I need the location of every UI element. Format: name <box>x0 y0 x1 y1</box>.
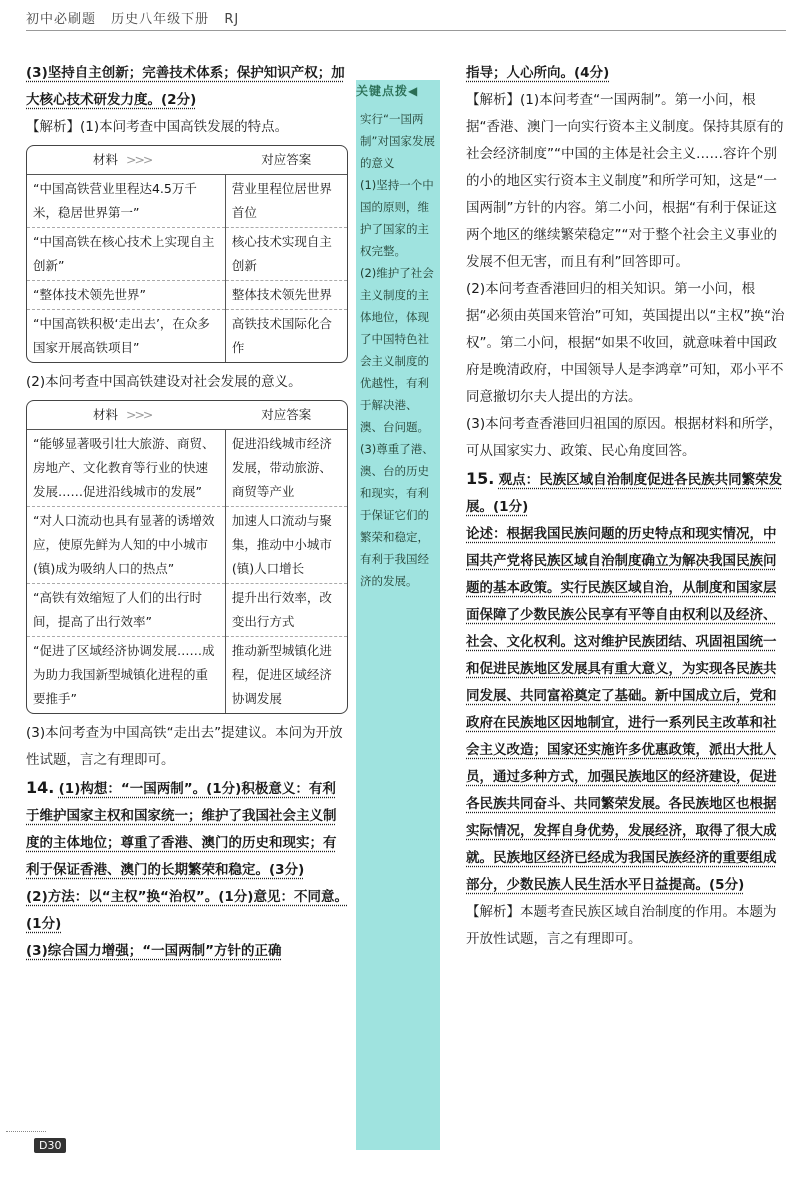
key-point-line: (2)维护了社会主义制度的主体地位，体现了中国特色社会主义制度的优越性，有利于解决港、澳、台问题。 <box>360 266 434 434</box>
q13-1-analysis: 【解析】(1)本问考查中国高铁发展的特点。 <box>26 119 289 135</box>
table2-head-material: 材料 >>> <box>27 401 225 430</box>
table-row: “能够显著吸引壮大旅游、商贸、房地产、文化教育等行业的快速发展……促进沿线城市的发展” 促进沿线城市经济发展，带动旅游、商贸等产业 <box>27 430 347 507</box>
key-point-line: (1)坚持一个中国的原则，维护了国家的主权完整。 <box>360 178 434 258</box>
table-features <box>26 145 348 363</box>
q15-analysis: 【解析】本题考查民族区域自治制度的作用。本题为开放性试题，言之有理即可。 <box>466 904 777 947</box>
table-row: “中国高铁积极‘走出去’，在众多国家开展高铁项目” 高铁技术国际化合作 <box>27 310 347 363</box>
page-number: D30 <box>34 1138 66 1153</box>
q14-analysis-2: (2)本问考查香港回归的相关知识。第一小问，根据“必须由英国来管治”可知，英国提出以“主权”换“治权”。第二小问，根据“如果不收回，就意味着中国政府是晚清政府，中国领导人是李鸿章”可知，邓小平不同意撤切尔夫人提出的方法。 <box>466 281 785 405</box>
table-significance <box>26 400 348 714</box>
table2-head-answer: 对应答案 <box>225 401 347 430</box>
table1-head-material: 材料 >>> <box>27 146 225 175</box>
table-row: “中国高铁营业里程达4.5万千米，稳居世界第一” 营业里程位居世界首位 <box>27 175 347 228</box>
header-rule <box>26 30 786 31</box>
table1-head-answer: 对应答案 <box>225 146 347 175</box>
running-header <box>26 8 249 27</box>
table-row: “整体技术领先世界” 整体技术领先世界 <box>27 281 347 310</box>
edition-mark: RJ <box>224 12 240 27</box>
footer-rule <box>6 1131 46 1132</box>
subject-name: 历史八年级下册 <box>111 12 210 27</box>
q14-part1: 14. (1)构想：“一国两制”。(1分)积极意义：有利于维护国家主权和国家统一；维护了我国社会主义制度的主体地位；尊重了香港、澳门的历史和现实；有利于保证香港、澳门的长期繁荣和稳定。(3分) <box>26 778 337 878</box>
right-column <box>466 60 786 953</box>
q14-analysis-3: (3)本问考查香港回归祖国的原因。根据材料和所学，可从国家实力、政策、民心角度回答。 <box>466 416 783 459</box>
key-points-text <box>360 108 436 592</box>
table-row: “高铁有效缩短了人们的出行时间，提高了出行效率” 提升出行效率，改变出行方式 <box>27 584 347 637</box>
q14-analysis-1: 【解析】(1)本问考查“一国两制”。第一小问，根据“香港、澳门一向实行资本主义制度。保持其原有的社会经济制度”“中国的主体是社会主义……容许个别的小的地区实行资本主义制度”和所学可知，这是“一国两制”方针的内容。第二小问，根据“有利于保证这两个地区的继续繁荣稳定”“对于整个社会主义事业的发展不但无害，而且有利”回答即可。 <box>466 92 784 270</box>
q13-3-answer: (3)坚持自主创新；完善技术体系；保护知识产权；加大核心技术研发力度。(2分) <box>26 65 345 108</box>
q14-number: 14. <box>26 778 55 797</box>
q14-part2: (2)方法：以“主权”换“治权”。(1分)意见：不同意。(1分) <box>26 889 348 932</box>
q15-argument: 论述：根据我国民族问题的历史特点和现实情况，中国共产党将民族区域自治制度确立为解决我国民族问题的基本政策。实行民族区域自治，从制度和国家层面保障了少数民族公民享有平等自由权利以及经济、社会、文化权利。这对维护民族团结、巩固祖国统一和促进民族地区发展具有重大意义，为实现各民族共同发展、共同富裕奠定了基础。新中国成立后，党和政府在民族地区因地制宜，进行一系列民主改革和社会主义改造；国家还实施许多优惠政策，派出大批人员，通过多种方式，加强民族地区的经济建设，促进各民族共同奋斗、共同繁荣发展。各民族地区也根据实际情况，发挥自身优势，发展经济，取得了很大成就。民族地区经济已经成为我国民族经济的重要组成部分，少数民族人民生活水平日益提高。(5分) <box>466 526 777 893</box>
series-name: 初中必刷题 <box>26 12 97 27</box>
table-row: “对人口流动也具有显著的诱增效应，使原先鲜为人知的中小城市(镇)成为吸纳人口的热点” 加速人口流动与聚集，推动中小城市(镇)人口增长 <box>27 507 347 584</box>
q13-2-analysis: (2)本问考查中国高铁建设对社会发展的意义。 <box>26 374 302 390</box>
table-row: “促进了区域经济协调发展……成为助力我国新型城镇化进程的重要推手” 推动新型城镇化进程，促进区域经济协调发展 <box>27 637 347 714</box>
q13-3-analysis: (3)本问考查为中国高铁“走出去”提建议。本问为开放性试题，言之有理即可。 <box>26 725 343 768</box>
left-column <box>26 60 348 965</box>
q14-3-continued: 指导；人心所向。(4分) <box>466 65 610 81</box>
q14-part3: (3)综合国力增强；“一国两制”方针的正确 <box>26 943 282 959</box>
key-point-line: 实行“一国两制”对国家发展的意义 <box>360 112 435 170</box>
q15-view: 15. 观点：民族区域自治制度促进各民族共同繁荣发展。(1分) <box>466 469 783 515</box>
q15-number: 15. <box>466 469 495 488</box>
key-points-title: 关键点拨◀ <box>356 84 419 98</box>
table-row: “中国高铁在核心技术上实现自主创新” 核心技术实现自主创新 <box>27 228 347 281</box>
key-point-line: (3)尊重了港、澳、台的历史和现实，有利于保证它们的繁荣和稳定，有利于我国经济的发展。 <box>360 442 434 588</box>
